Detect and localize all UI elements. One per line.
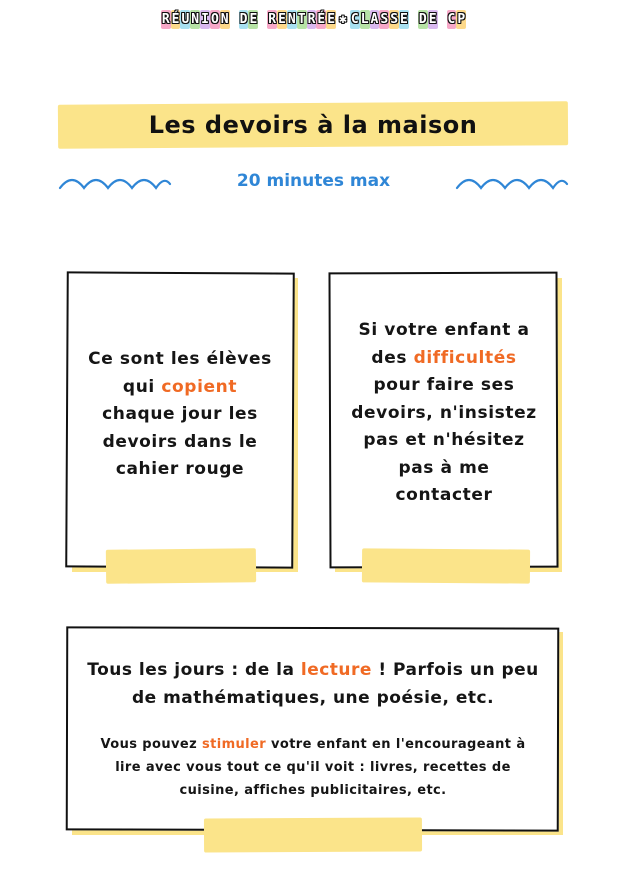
highlight-stimuler: stimuler [201, 737, 267, 752]
banner-space [438, 10, 447, 29]
highlight-difficultes: difficultés [413, 347, 517, 368]
highlight-copient: copient [161, 376, 238, 397]
header-banner [0, 8, 627, 29]
tape-right [362, 548, 530, 583]
banner-letter-tile: S [390, 12, 399, 27]
card-bottom-small-text [80, 733, 546, 802]
card-bottom-small-line-1-end: votre enfant en l'encourageant à [266, 737, 526, 752]
banner-letter-tile: N [220, 12, 229, 27]
banner-letter-tile: E [278, 12, 286, 27]
card-right-line-1: Si votre enfant a [358, 320, 530, 340]
card-left-line-2 [70, 374, 290, 402]
banner-letter-tile: R [307, 12, 316, 27]
card-right-line-6: pas à me [398, 457, 490, 478]
banner-letter-tile: U [181, 12, 190, 27]
highlight-lecture: lecture [300, 660, 372, 680]
card-left-line-1: Ce sont les élèves [88, 349, 272, 369]
banner-space [230, 10, 239, 29]
banner-letter-tile: L [360, 12, 369, 27]
banner-letter-tile: É [171, 12, 180, 27]
banner-letter-tile: I [201, 12, 209, 27]
banner-letter-tile: A [370, 12, 379, 27]
card-bottom-small-line-1 [80, 733, 546, 756]
card-left-line-3: chaque jour les [102, 404, 258, 424]
tape-bottom [204, 817, 422, 852]
banner-letter-tile: N [287, 12, 296, 27]
banner-space [409, 10, 418, 29]
banner-letter-tile: D [239, 12, 248, 27]
card-left-line-5: cahier rouge [115, 459, 245, 479]
banner-letter-tile: P [457, 12, 466, 27]
card-right-line-2-start: des [371, 347, 414, 368]
banner-letter-tile: R [161, 12, 170, 27]
card-left-text [70, 346, 290, 484]
card-right-text [333, 317, 555, 510]
banner-letter-tile: E [428, 12, 437, 27]
card-right-line-2 [333, 345, 555, 373]
card-bottom-main-line-1 [70, 656, 556, 684]
page-title: Les devoirs à la maison [148, 111, 478, 139]
banner-letter-tile: D [418, 12, 427, 27]
card-left-line-2-start: qui [122, 376, 162, 397]
card-bottom-small-line-2: lire avec vous tout ce qu'il voit : livres, recettes de [115, 760, 511, 775]
card-bottom-small-line-1-start: Vous pouvez [100, 737, 202, 752]
card-bottom-main-line-1-start: Tous les jours : de la [87, 660, 301, 680]
banner-letter-tile: C [350, 12, 359, 27]
card-bottom-main-text [70, 656, 556, 712]
card-bottom-small-line-3: cuisine, affiches publicitaires, etc. [179, 783, 447, 798]
tape-left [106, 548, 256, 584]
banner-letter-tile: S [380, 12, 389, 27]
banner-letter-tile: É [317, 12, 326, 27]
banner-letter-tile: N [191, 12, 200, 27]
page-subtitle: 20 minutes max [236, 171, 391, 191]
card-right-line-5: pas et n'hésitez [363, 430, 525, 450]
card-left-line-4: devoirs dans le [102, 431, 258, 452]
banner-letter-tile: T [297, 12, 306, 27]
banner-separator-icon: ✱ [339, 12, 347, 27]
card-bottom-main-line-2: de mathématiques, une poésie, etc. [131, 688, 495, 708]
card-bottom-main-line-1-end: ! Parfois un peu [371, 660, 539, 680]
banner-letter-tile: E [400, 12, 408, 27]
banner-letter-tile: C [447, 12, 456, 27]
banner-letter-tile: E [327, 12, 336, 27]
banner-space [258, 10, 267, 29]
wave-decoration-right-icon [455, 170, 569, 192]
card-right-line-3: pour faire ses [373, 375, 515, 395]
card-right-line-4: devoirs, n'insistez [351, 402, 537, 423]
banner-letter-tile: O [210, 12, 219, 27]
banner-letter-tile: R [268, 12, 277, 27]
card-right-line-7: contacter [395, 485, 493, 505]
wave-decoration-left-icon [58, 170, 172, 192]
banner-letter-tile: E [249, 12, 258, 27]
